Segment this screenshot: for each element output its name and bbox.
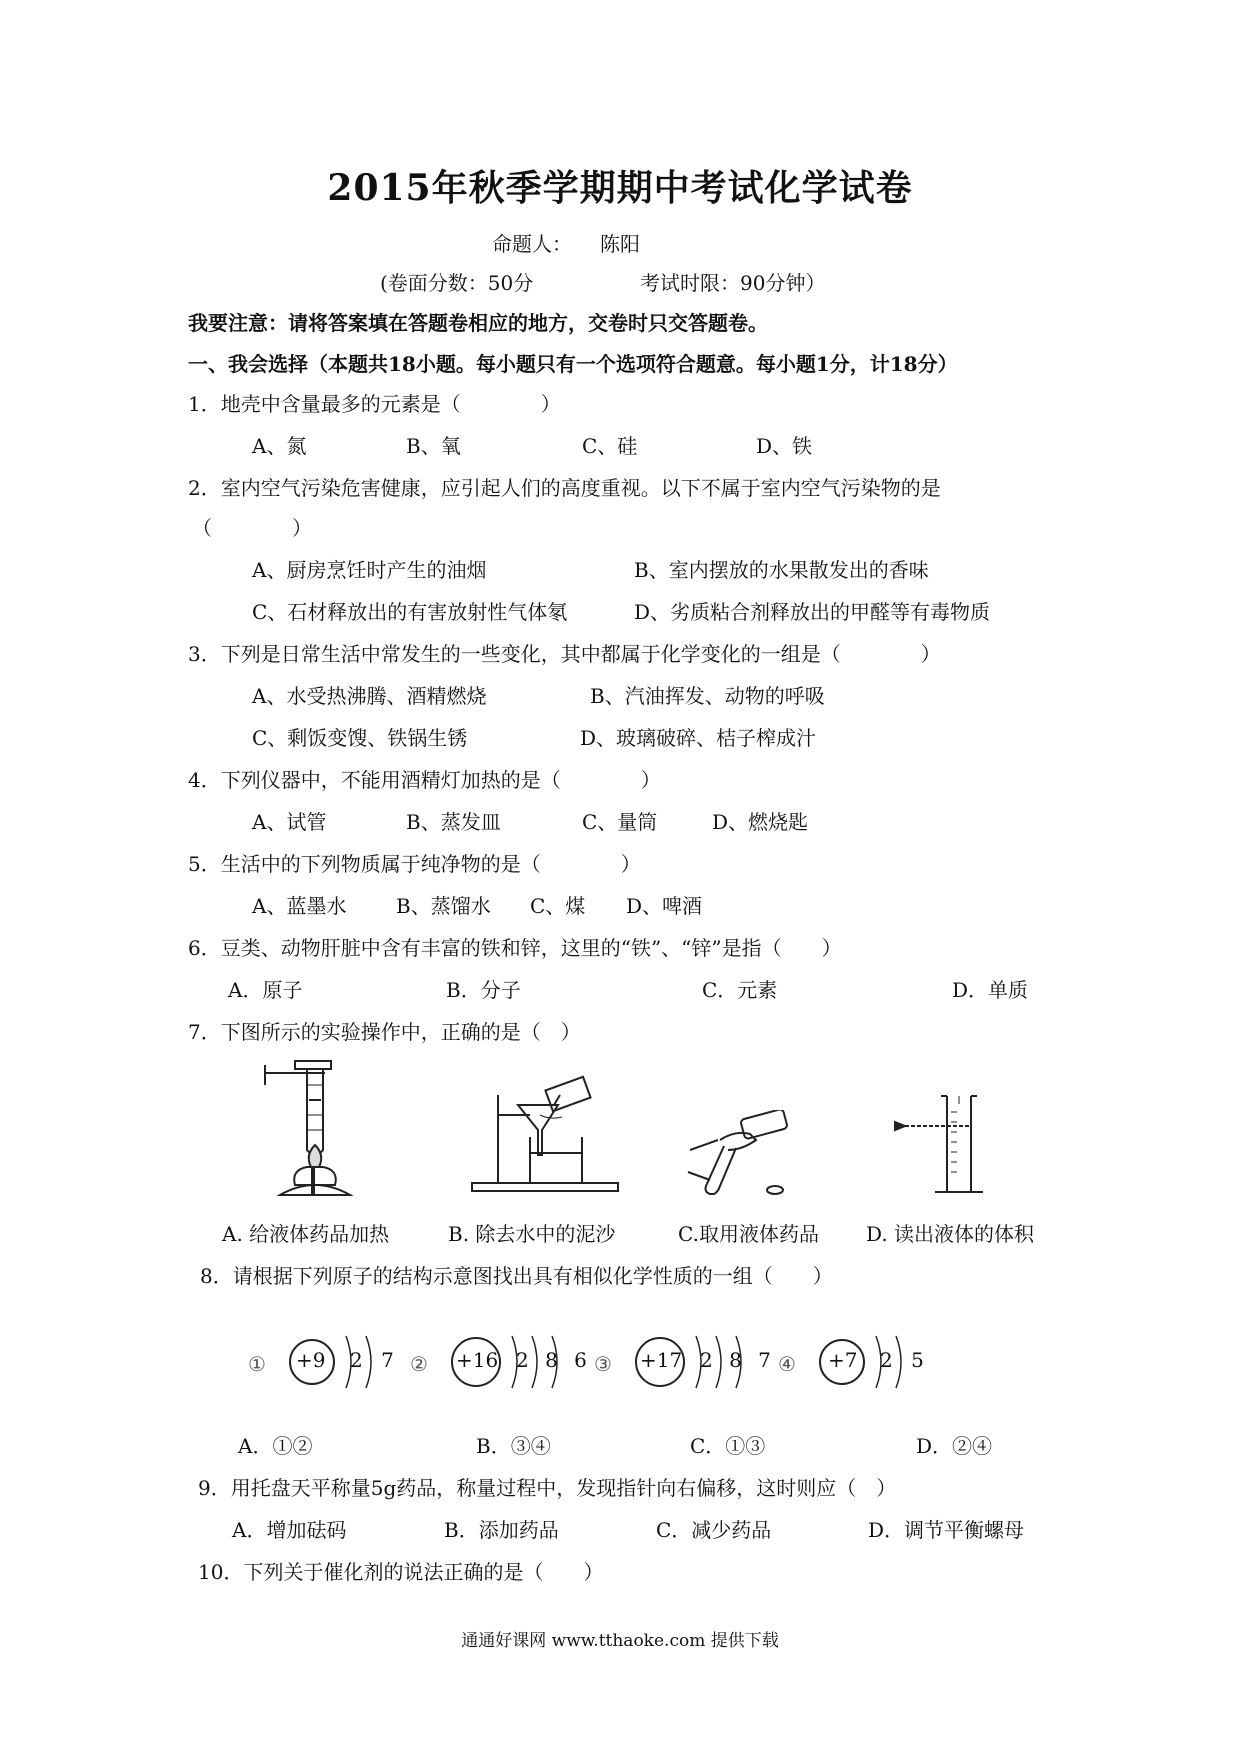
q8-option-c: C．①③: [690, 1434, 766, 1458]
question-2-stem: 2．室内空气污染危害健康，应引起人们的高度重视。以下不属于室内空气污染物的是: [188, 476, 941, 500]
atom-4-nucleus: +7: [828, 1348, 858, 1372]
question-4-stem: 4．下列仪器中，不能用酒精灯加热的是（ ）: [188, 768, 661, 792]
q2-option-b: B、室内摆放的水果散发出的香味: [634, 558, 929, 582]
q9-option-c: C．减少药品: [656, 1518, 772, 1542]
question-9-stem: 9．用托盘天平称量5g药品，称量过程中，发现指针向右偏移，这时则应（ ）: [198, 1476, 897, 1500]
figure-reading-volume: [885, 1092, 995, 1202]
q7-option-b: B. 除去水中的泥沙: [448, 1222, 616, 1246]
question-3-stem: 3．下列是日常生活中常发生的一些变化，其中都属于化学变化的一组是（ ）: [188, 642, 941, 666]
q7-option-a: A. 给液体药品加热: [222, 1222, 390, 1246]
q5-option-a: A、蓝墨水: [252, 894, 347, 918]
question-6-stem: 6．豆类、动物肝脏中含有丰富的铁和锌，这里的“铁”、“锌”是指（ ）: [188, 936, 842, 960]
page-footer: 通通好课网 www.tthaoke.com 提供下载: [461, 1631, 779, 1651]
figure-taking-liquid: [680, 1110, 800, 1200]
q3-option-c: C、剩饭变馊、铁锅生锈: [252, 726, 468, 750]
q2-option-a: A、厨房烹饪时产生的油烟: [252, 558, 487, 582]
page-title: 2015年秋季学期期中考试化学试卷: [327, 167, 913, 209]
time-info: 考试时限：90分钟）: [640, 271, 826, 295]
q5-option-b: B、蒸馏水: [396, 894, 491, 918]
figure-filtration: [470, 1075, 620, 1195]
q2-option-c: C、石材释放出的有害放射性气体氡: [252, 600, 568, 624]
q5-option-c: C、煤: [530, 894, 586, 918]
q1-option-d: D、铁: [756, 434, 813, 458]
question-10-stem: 10．下列关于催化剂的说法正确的是（ ）: [198, 1560, 604, 1584]
q6-option-d: D．单质: [952, 978, 1029, 1002]
score-info: (卷面分数：50分: [380, 271, 534, 295]
question-2-stem-cont: （ ）: [192, 516, 312, 540]
author-label: 命题人：: [492, 232, 572, 256]
q1-option-c: C、硅: [582, 434, 638, 458]
atom-diagram-2: [410, 1322, 600, 1402]
atom-diagram-3: [594, 1322, 784, 1402]
q8-option-b: B．③④: [476, 1434, 551, 1458]
q3-option-d: D、玻璃破碎、桔子榨成汁: [580, 726, 817, 750]
q6-option-a: A．原子: [228, 978, 303, 1002]
atom-2-number: ②: [410, 1352, 428, 1376]
q3-option-a: A、水受热沸腾、酒精燃烧: [252, 684, 487, 708]
question-1-stem: 1．地壳中含量最多的元素是（ ）: [188, 392, 561, 416]
atom-2-nucleus: +16: [456, 1348, 499, 1372]
atom-1-electrons: 2 7: [350, 1348, 400, 1372]
figure-heating-liquid: [255, 1055, 365, 1205]
question-7-stem: 7．下图所示的实验操作中，正确的是（ ）: [188, 1020, 581, 1044]
atom-4-electrons: 2 5: [880, 1348, 930, 1372]
atom-diagram-4: [778, 1322, 948, 1402]
atom-3-electrons: 2 8 7: [700, 1348, 776, 1372]
q8-option-a: A．①②: [238, 1434, 313, 1458]
q1-option-b: B、氧: [406, 434, 461, 458]
atom-2-electrons: 2 8 6: [516, 1348, 592, 1372]
atom-3-nucleus: +17: [640, 1348, 683, 1372]
q4-option-c: C、量筒: [582, 810, 658, 834]
q9-option-b: B．添加药品: [444, 1518, 559, 1542]
atom-1-nucleus: +9: [296, 1348, 326, 1372]
q4-option-d: D、燃烧匙: [712, 810, 809, 834]
q6-option-b: B．分子: [446, 978, 521, 1002]
author-name: 陈阳: [600, 232, 640, 256]
atom-3-number: ③: [594, 1352, 612, 1376]
q3-option-b: B、汽油挥发、动物的呼吸: [590, 684, 825, 708]
q4-option-b: B、蒸发皿: [406, 810, 501, 834]
q1-option-a: A、氮: [252, 434, 307, 458]
q7-option-d: D. 读出液体的体积: [866, 1222, 1035, 1246]
q6-option-c: C．元素: [702, 978, 778, 1002]
question-5-stem: 5．生活中的下列物质属于纯净物的是（ ）: [188, 852, 641, 876]
q7-option-c: C.取用液体药品: [678, 1222, 819, 1246]
atom-diagram-1: [248, 1322, 418, 1402]
question-8-stem: 8．请根据下列原子的结构示意图找出具有相似化学性质的一组（ ）: [200, 1264, 833, 1288]
q2-option-d: D、劣质粘合剂释放出的甲醛等有毒物质: [634, 600, 991, 624]
q5-option-d: D、啤酒: [626, 894, 703, 918]
atom-1-number: ①: [248, 1352, 266, 1376]
q8-option-d: D．②④: [916, 1434, 993, 1458]
q9-option-a: A．增加砝码: [232, 1518, 347, 1542]
section-heading: 一、我会选择（本题共18小题。每小题只有一个选项符合题意。每小题1分，计18分）: [188, 352, 958, 376]
q9-option-d: D．调节平衡螺母: [868, 1518, 1025, 1542]
q4-option-a: A、试管: [252, 810, 327, 834]
atom-4-number: ④: [778, 1352, 796, 1376]
notice: 我要注意：请将答案填在答题卷相应的地方，交卷时只交答题卷。: [188, 311, 768, 335]
